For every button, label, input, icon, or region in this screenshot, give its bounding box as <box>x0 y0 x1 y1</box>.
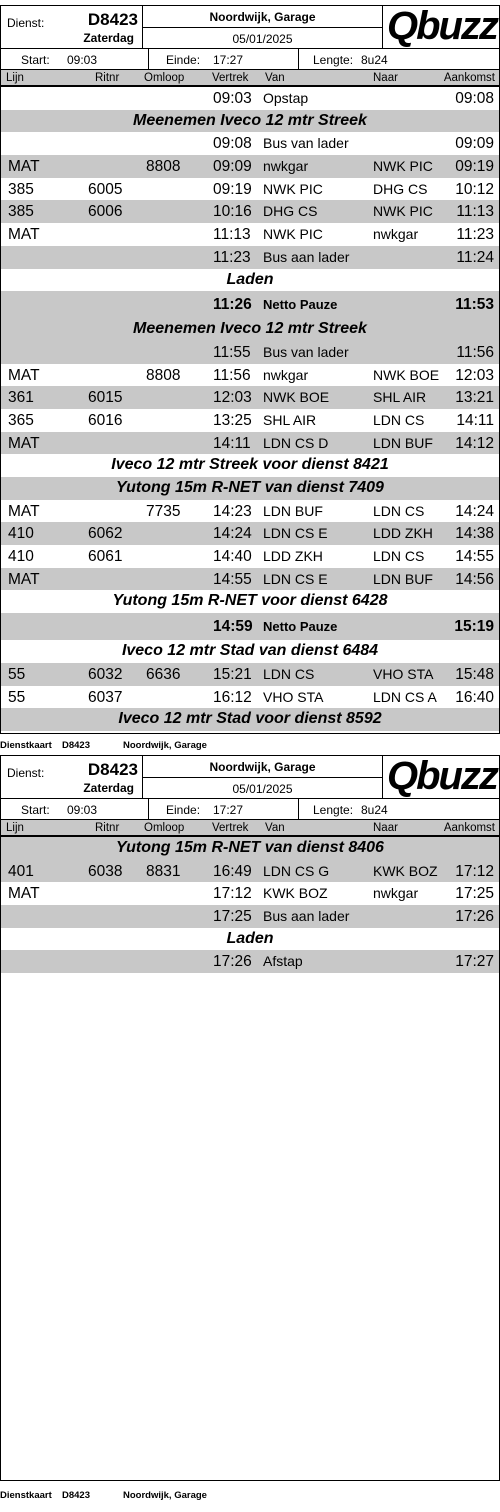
cell-aankomst: 09:08 <box>455 90 494 107</box>
cell-aankomst: 11:56 <box>456 343 494 361</box>
cell-naar: LDN BUF <box>373 570 433 587</box>
cell-naar: NWK PIC <box>373 203 433 220</box>
cell-omloop: 8831 <box>146 862 181 880</box>
cell-omloop: 7735 <box>146 502 181 520</box>
cell-van: Bus aan lader <box>263 248 350 265</box>
start-label: Start: <box>21 53 50 67</box>
section-title: Yutong 15m R-NET van dienst 7409 <box>116 479 384 496</box>
cell-van: NWK PIC <box>263 226 323 243</box>
trip-row <box>1 432 499 455</box>
cell-ritnr: 6006 <box>88 203 123 221</box>
arrival-time: 15:19 <box>454 618 494 636</box>
cell-lijn: 401 <box>8 862 34 880</box>
cell-naar: LDN CS <box>373 502 425 519</box>
trip-row <box>1 155 499 178</box>
cell-ritnr: 6032 <box>88 665 123 683</box>
trip-row <box>1 341 499 364</box>
cell-van: Bus aan lader <box>263 908 350 925</box>
arrival-time: 11:53 <box>455 296 494 314</box>
col-vertrek: Vertrek <box>212 822 249 834</box>
cell-vertrek: 11:56 <box>213 366 251 384</box>
cell-aankomst: 17:25 <box>455 885 494 903</box>
cell-vertrek: 14:40 <box>213 548 252 566</box>
section-header-row <box>1 708 499 731</box>
schedule-rows <box>1 87 499 731</box>
cell-aankomst: 14:38 <box>455 525 494 543</box>
trip-row <box>1 663 499 686</box>
dienst-box <box>1 6 143 49</box>
date: 05/01/2025 <box>232 782 293 796</box>
col-lijn: Lijn <box>6 822 24 834</box>
length-label: Lengte: <box>313 53 354 67</box>
cell-vertrek: 17:26 <box>213 953 252 971</box>
cell-naar: LDN CS <box>373 411 425 428</box>
section-title: Laden <box>226 270 274 288</box>
logo-box <box>383 756 500 799</box>
cell-lijn: MAT <box>8 158 40 176</box>
cell-van: NWK BOE <box>263 389 330 406</box>
cell-vertrek: 09:09 <box>213 158 252 176</box>
card-header <box>1 6 499 49</box>
end-time: 17:27 <box>213 803 244 817</box>
qbuzz-logo: Qbuzz <box>387 5 497 48</box>
location-box <box>143 6 383 49</box>
cell-lijn: 410 <box>8 548 34 566</box>
section-header-row <box>1 640 499 663</box>
pause-row <box>1 613 499 640</box>
cell-van: Bus van lader <box>263 135 349 152</box>
date: 05/01/2025 <box>232 32 293 46</box>
cell-naar: SHL AIR <box>373 389 427 406</box>
cell-aankomst: 17:26 <box>455 908 494 926</box>
trip-row <box>1 905 499 928</box>
col-ritnr: Ritnr <box>95 822 120 834</box>
pause-label: Netto Pauze <box>263 297 338 313</box>
cell-vertrek: 11:55 <box>213 343 251 361</box>
departure-time: 11:26 <box>213 296 252 314</box>
pause-row <box>1 291 499 318</box>
end-label: Einde: <box>166 53 201 67</box>
col-lijn: Lijn <box>6 72 24 84</box>
cell-naar: LDN CS <box>373 548 425 565</box>
footer-dienst: D8423 <box>62 1490 90 1501</box>
trip-row <box>1 246 499 269</box>
dienst-number: D8423 <box>87 10 138 29</box>
trip-row <box>1 568 499 591</box>
cell-van: LDN BUF <box>263 502 323 519</box>
section-header-row <box>1 110 499 133</box>
cell-ritnr: 6015 <box>88 389 123 407</box>
start-label: Start: <box>21 803 50 817</box>
col-naar: Naar <box>373 822 398 834</box>
end-label: Einde: <box>166 803 201 817</box>
cell-aankomst: 13:21 <box>455 389 494 407</box>
cell-ritnr: 6061 <box>88 548 123 566</box>
section-header-row <box>1 590 499 613</box>
cell-vertrek: 16:49 <box>213 862 252 880</box>
col-aankomst: Aankomst <box>443 72 495 84</box>
length-value: 8u24 <box>361 803 388 817</box>
end-time: 17:27 <box>213 53 244 67</box>
cell-vertrek: 15:21 <box>213 665 252 683</box>
cell-naar: nwkgar <box>373 885 419 902</box>
cell-van: NWK PIC <box>263 180 323 197</box>
pause-label: Netto Pauze <box>263 619 338 635</box>
col-vertrek: Vertrek <box>212 72 249 84</box>
cell-lijn: MAT <box>8 502 40 520</box>
trip-row <box>1 178 499 201</box>
schedule-rows <box>1 837 499 973</box>
trip-row <box>1 386 499 409</box>
cell-van: LDN CS E <box>263 570 328 587</box>
col-aankomst: Aankomst <box>443 822 495 834</box>
section-title: Meenemen Iveco 12 mtr Streek <box>133 111 367 129</box>
trip-row <box>1 364 499 387</box>
cell-aankomst: 17:12 <box>455 862 494 880</box>
cell-van: LDD ZKH <box>263 548 323 565</box>
dienst-label: Dienst: <box>7 16 45 30</box>
section-title: Iveco 12 mtr Stad van dienst 6484 <box>121 642 379 660</box>
trip-row <box>1 950 499 973</box>
start-time: 09:03 <box>67 803 98 817</box>
departure-time: 14:59 <box>213 618 253 636</box>
dienst-label: Dienst: <box>7 766 45 780</box>
cell-vertrek: 16:12 <box>213 688 252 706</box>
cell-vertrek: 09:03 <box>213 90 252 107</box>
card-header <box>1 756 499 799</box>
cell-lijn: 410 <box>8 525 34 543</box>
cell-vertrek: 09:08 <box>213 135 252 153</box>
trip-row <box>1 522 499 545</box>
trip-row <box>1 545 499 568</box>
footer-dienst: D8423 <box>62 740 90 751</box>
section-title: Iveco 12 mtr Stad voor dienst 8592 <box>118 710 382 728</box>
footer-title: Dienstkaart <box>0 1490 52 1501</box>
cell-aankomst: 11:13 <box>456 203 494 221</box>
section-header-row <box>1 928 499 951</box>
location: Noordwijk, Garage <box>209 10 316 24</box>
cell-lijn: 55 <box>8 688 26 706</box>
location: Noordwijk, Garage <box>209 760 316 774</box>
cell-vertrek: 14:23 <box>213 502 252 520</box>
cell-lijn: 385 <box>8 203 34 221</box>
cell-vertrek: 09:19 <box>213 180 252 198</box>
trip-row <box>1 686 499 709</box>
cell-vertrek: 12:03 <box>213 389 252 407</box>
col-omloop: Omloop <box>144 822 185 834</box>
section-title: Yutong 15m R-NET voor dienst 6428 <box>112 592 388 610</box>
cell-ritnr: 6016 <box>88 411 123 429</box>
footer-location: Noordwijk, Garage <box>123 740 207 751</box>
cell-vertrek: 14:11 <box>213 434 251 452</box>
cell-aankomst: 11:23 <box>456 226 494 244</box>
cell-van: KWK BOZ <box>263 885 328 902</box>
day-label: Zaterdag <box>83 781 134 795</box>
cell-omloop: 8808 <box>146 158 181 176</box>
cell-naar: LDN CS A <box>373 688 437 705</box>
cell-van: VHO STA <box>263 688 324 705</box>
trip-row <box>1 860 499 883</box>
logo-box <box>383 6 500 49</box>
column-header <box>1 70 499 87</box>
cell-vertrek: 11:23 <box>213 248 251 266</box>
dienst-box <box>1 756 143 799</box>
cell-lijn: 365 <box>8 411 34 429</box>
cell-lijn: MAT <box>8 570 40 588</box>
trip-row <box>1 87 499 110</box>
cell-lijn: MAT <box>8 885 40 903</box>
column-header <box>1 820 499 837</box>
cell-van: LDN CS E <box>263 525 328 542</box>
section-header-row <box>1 269 499 292</box>
cell-ritnr: 6037 <box>88 688 123 706</box>
cell-van: Afstap <box>263 953 303 970</box>
cell-vertrek: 17:25 <box>213 908 252 926</box>
cell-aankomst: 14:55 <box>455 548 494 566</box>
trip-row <box>1 409 499 432</box>
cell-naar: NWK BOE <box>373 366 440 383</box>
cell-vertrek: 14:55 <box>213 570 252 588</box>
col-ritnr: Ritnr <box>95 72 120 84</box>
cell-van: DHG CS <box>263 203 318 220</box>
cell-aankomst: 12:03 <box>455 366 494 384</box>
qbuzz-logo: Qbuzz <box>387 755 497 798</box>
cell-naar: VHO STA <box>373 665 434 682</box>
section-header-row <box>1 837 499 860</box>
cell-aankomst: 14:12 <box>455 434 494 452</box>
cell-van: LDN CS G <box>263 862 330 879</box>
cell-aankomst: 09:09 <box>455 135 494 153</box>
cell-lijn: MAT <box>8 434 40 452</box>
cell-van: Bus van lader <box>263 343 349 360</box>
section-title: Iveco 12 mtr Streek voor dienst 8421 <box>111 456 389 474</box>
trip-row <box>1 132 499 155</box>
cell-aankomst: 14:24 <box>455 502 494 520</box>
section-title: Yutong 15m R-NET van dienst 8406 <box>116 839 384 856</box>
shift-times <box>1 799 499 820</box>
cell-van: LDN CS <box>263 665 315 682</box>
cell-aankomst: 17:27 <box>455 953 494 971</box>
cell-van: nwkgar <box>263 366 309 383</box>
col-omloop: Omloop <box>144 72 185 84</box>
cell-lijn: 55 <box>8 665 26 683</box>
section-header-row <box>1 318 499 341</box>
cell-vertrek: 14:24 <box>213 525 252 543</box>
cell-aankomst: 11:24 <box>456 248 494 266</box>
cell-naar: LDN BUF <box>373 434 433 451</box>
cell-vertrek: 17:12 <box>213 885 252 903</box>
cell-van: LDN CS D <box>263 434 329 451</box>
cell-vertrek: 11:13 <box>213 226 251 244</box>
cell-van: nwkgar <box>263 158 309 175</box>
start-time: 09:03 <box>67 53 98 67</box>
cell-omloop: 8808 <box>146 366 181 384</box>
col-van: Van <box>265 72 285 84</box>
location-box <box>143 756 383 799</box>
col-van: Van <box>265 822 285 834</box>
cell-lijn: 361 <box>8 389 34 407</box>
footer-title: Dienstkaart <box>0 740 52 751</box>
section-header-row <box>1 454 499 477</box>
cell-van: Opstap <box>263 90 309 106</box>
cell-aankomst: 09:19 <box>455 158 494 176</box>
cell-aankomst: 10:12 <box>455 180 494 198</box>
trip-row <box>1 223 499 246</box>
trip-row <box>1 882 499 905</box>
cell-lijn: 385 <box>8 180 34 198</box>
trip-row <box>1 200 499 223</box>
cell-naar: nwkgar <box>373 226 419 243</box>
cell-van: SHL AIR <box>263 411 317 428</box>
duty-card-page-2 <box>0 755 500 1481</box>
section-title: Meenemen Iveco 12 mtr Streek <box>133 320 367 338</box>
length-label: Lengte: <box>313 803 354 817</box>
length-value: 8u24 <box>361 53 388 67</box>
cell-vertrek: 10:16 <box>213 203 252 221</box>
cell-naar: KWK BOZ <box>373 862 438 879</box>
cell-aankomst: 15:48 <box>455 665 494 683</box>
cell-vertrek: 13:25 <box>213 411 252 429</box>
cell-ritnr: 6062 <box>88 525 123 543</box>
dienst-number: D8423 <box>87 760 138 779</box>
cell-aankomst: 14:11 <box>456 411 494 429</box>
cell-naar: DHG CS <box>373 180 428 197</box>
cell-aankomst: 14:56 <box>455 570 494 588</box>
cell-naar: LDD ZKH <box>373 525 433 542</box>
cell-naar: NWK PIC <box>373 158 433 175</box>
cell-ritnr: 6038 <box>88 862 123 880</box>
cell-aankomst: 16:40 <box>455 688 494 706</box>
duty-card-page-1 <box>0 5 500 734</box>
cell-lijn: MAT <box>8 366 40 384</box>
cell-ritnr: 6005 <box>88 180 123 198</box>
col-naar: Naar <box>373 72 398 84</box>
cell-lijn: MAT <box>8 226 40 244</box>
trip-row <box>1 500 499 523</box>
section-header-row <box>1 477 499 500</box>
shift-times <box>1 49 499 70</box>
cell-omloop: 6636 <box>146 665 181 683</box>
section-title: Laden <box>226 929 274 947</box>
footer-location: Noordwijk, Garage <box>123 1490 207 1501</box>
day-label: Zaterdag <box>83 31 134 45</box>
